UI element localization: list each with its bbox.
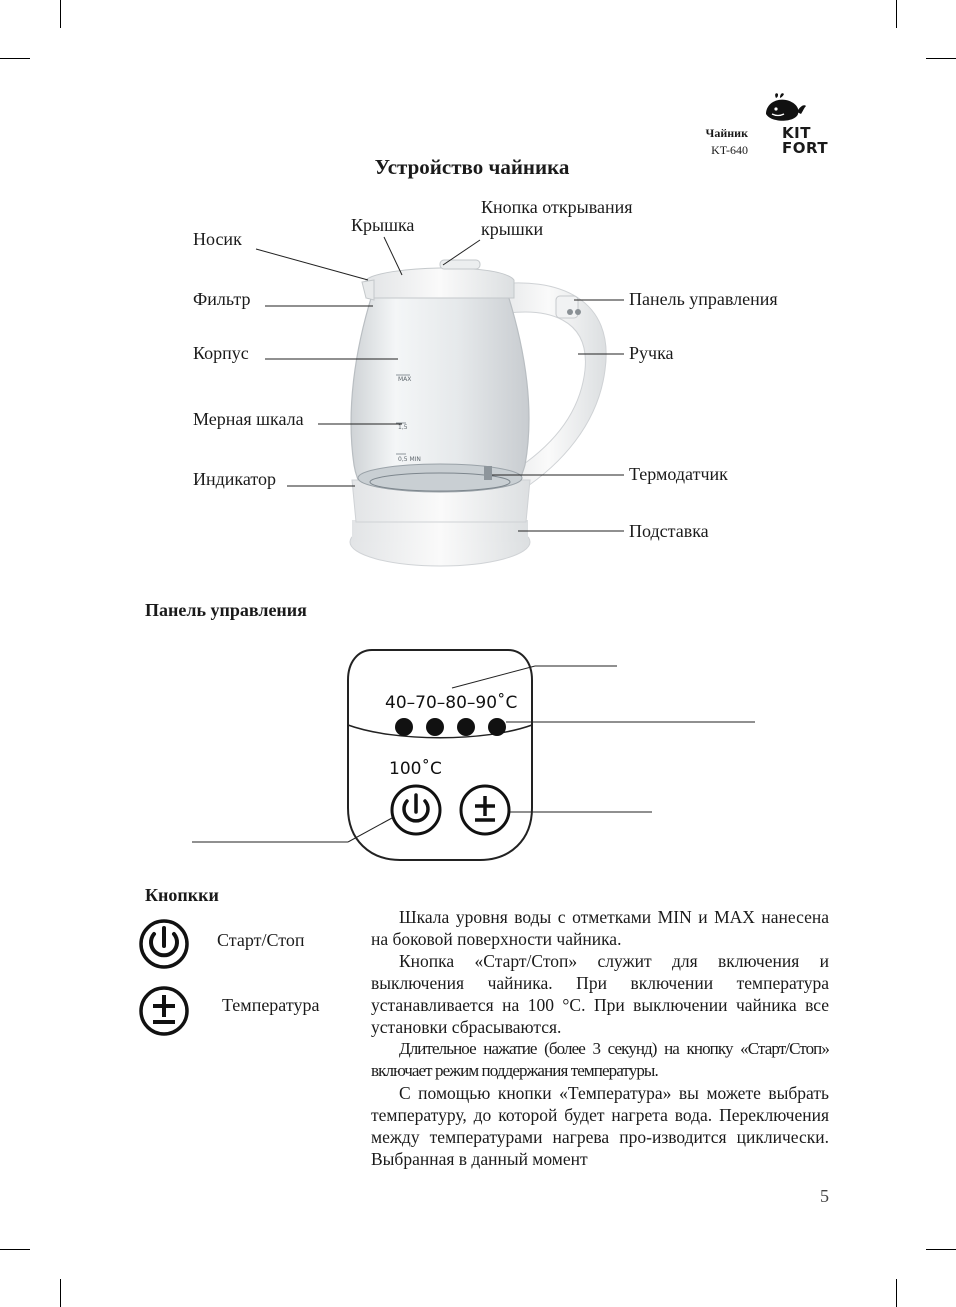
panel-boil-label: 100˚C: [389, 759, 442, 779]
kettle-leader-lines: [0, 0, 956, 600]
label-scale: Мерная шкала: [193, 409, 304, 429]
legend-temperature: Температура: [222, 995, 320, 1015]
label-thermo: Термодатчик: [629, 464, 728, 484]
label-filter: Фильтр: [193, 289, 251, 309]
indicator-dot-90: [488, 718, 506, 736]
label-lid: Крышка: [351, 215, 415, 235]
product-model: KT-640: [711, 143, 748, 157]
panel-temps-label: 40–70–80–90˚C: [385, 693, 518, 713]
label-control-panel: Панель управления: [629, 289, 778, 309]
label-body: Корпус: [193, 343, 249, 363]
label-indicator: Индикатор: [193, 469, 277, 489]
label-lid-button: Кнопка открывания крышки: [481, 197, 633, 239]
temperature-icon: [138, 985, 190, 1037]
product-name: Чайник: [705, 126, 748, 140]
crop-mark: [896, 1279, 897, 1307]
crop-mark: [60, 1279, 61, 1307]
label-handle: Ручка: [629, 343, 674, 363]
scale-mid-mark: 1,5: [398, 424, 408, 431]
page-title: Устройство чайника: [374, 155, 570, 179]
control-panel-diagram: [180, 640, 780, 870]
paragraph: Кнопка «Старт/Стоп» служит для включения и выключения чайника. При включении температура устанавливается на 100 °С. При выключении чайника все установки сбрасываются.: [371, 951, 829, 1037]
brand-logo: KIT FORT: [782, 124, 829, 157]
scale-min-mark: 0,5 MIN: [398, 456, 421, 463]
panel-section-title: Панель управления: [145, 600, 307, 620]
buttons-section-title: Кнопкки: [145, 885, 219, 905]
paragraph: Длительное нажатие (более 3 секунд) на кнопку «Старт/Стоп» включает режим поддержания температуры.: [371, 1039, 829, 1080]
crop-mark: [926, 1249, 956, 1250]
paragraph: С помощью кнопки «Температура» вы можете выбрать температуру, до которой будет нагрета вода. Переключения между температурами нагрева про-изводится циклически. Выбранная в данный момент: [371, 1083, 829, 1169]
crop-mark: [0, 1249, 30, 1250]
indicator-dot-70: [426, 718, 444, 736]
scale-max-mark: MAX: [398, 376, 412, 383]
label-spout: Носик: [193, 229, 242, 249]
start-stop-icon: [138, 918, 190, 970]
body-text: [371, 906, 829, 1170]
paragraph: Шкала уровня воды с отметками MIN и MAX нанесена на боковой поверхности чайника.: [371, 907, 829, 949]
legend-start-stop: Старт/Стоп: [217, 930, 305, 950]
label-stand: Подставка: [629, 521, 709, 541]
indicator-dot-80: [457, 718, 475, 736]
page-number: 5: [820, 1186, 829, 1206]
indicator-dot-40: [395, 718, 413, 736]
